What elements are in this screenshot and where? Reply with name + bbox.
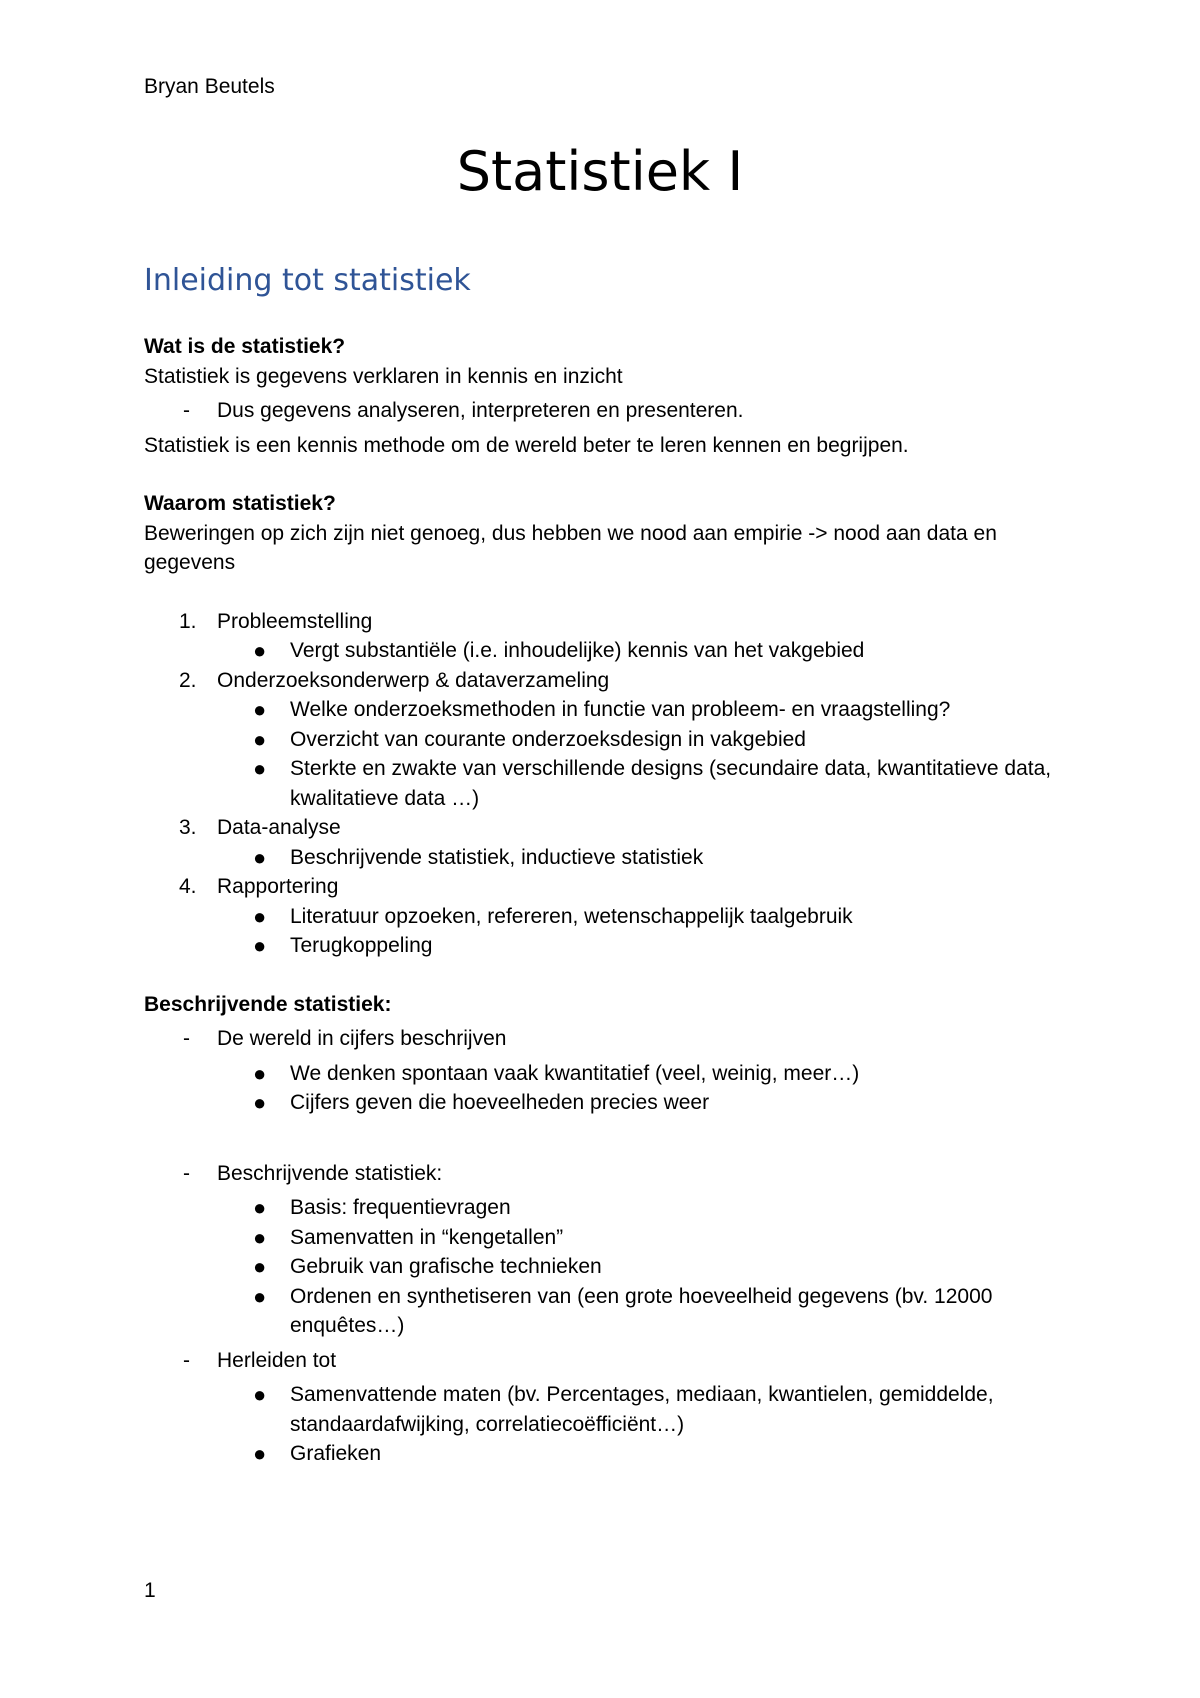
numbered-item [144,872,1064,902]
bullet-item [144,1088,1064,1118]
bullet-text: Samenvattende maten (bv. Percentages, mediaan, kwantielen, gemiddelde, standaardafwijking, correlatiecoëfficiënt…) [290,1383,994,1436]
numbered-list [144,607,1064,961]
number-marker: 2. [179,668,197,692]
numbered-item [144,666,1064,696]
dash-list-item [144,1024,1064,1054]
numbered-item-label: Data-analyse [217,816,341,839]
paragraph: Statistiek is een kennis methode om de wereld beter te leren kennen en begrijpen. [144,433,909,457]
bullet-item [144,1439,1064,1469]
bullet-item [144,843,1064,873]
dash-marker: - [183,1161,190,1185]
bullet-marker: ● [253,1195,267,1220]
bullet-marker: ● [253,844,267,870]
bullet-marker: ● [253,726,267,752]
document-body [144,332,1064,1469]
bullet-item [144,902,1064,932]
bullet-item [144,1282,1064,1341]
subheading-beschrijvend: Beschrijvende statistiek: [144,992,392,1016]
bullet-marker: ● [253,1224,267,1250]
bullet-text: We denken spontaan vaak kwantitatief (veel, weinig, meer…) [290,1061,860,1085]
dash-marker: - [183,399,190,422]
header-author: Bryan Beutels [144,75,275,98]
bullet-text: Grafieken [290,1442,382,1465]
bullet-marker: ● [253,697,267,722]
bullet-marker: ● [253,903,267,929]
bullet-text: Terugkoppeling [290,934,433,957]
numbered-item [144,607,1064,637]
bullet-text: Sterkte en zwakte van verschillende designs (secundaire data, kwantitatieve data, kwalitatieve data …) [290,757,1052,810]
bullet-text: Ordenen en synthetiseren van (een grote hoeveelheid gegevens (bv. 12000 enquêtes…) [290,1284,993,1337]
number-marker: 3. [179,816,197,839]
bullet-text: Samenvatten in “kengetallen” [290,1225,564,1249]
bullet-item [144,1380,1064,1439]
numbered-item-label: Onderzoeksonderwerp & dataverzameling [217,668,610,692]
bullet-text: Vergt substantiële (i.e. inhoudelijke) kennis van het vakgebied [290,639,865,662]
bullet-item [144,725,1064,755]
subheading-wat: Wat is de statistiek? [144,335,346,358]
bullet-item [144,1252,1064,1282]
number-marker: 1. [179,609,197,633]
bullet-text: Beschrijvende statistiek, inductieve statistiek [290,845,704,869]
dash-marker: - [183,1027,190,1050]
bullet-item [144,931,1064,961]
dash-marker: - [183,1348,190,1372]
subheading-waarom: Waarom statistiek? [144,492,336,515]
bullet-marker: ● [253,638,267,663]
bullet-marker: ● [253,1060,267,1086]
bullet-text: Gebruik van grafische technieken [290,1255,602,1278]
dash-list-item [144,1159,1064,1189]
document-title: Statistiek I [456,140,744,203]
bullet-text: Overzicht van courante onderzoeksdesign in vakgebied [290,727,806,751]
page-number: 1 [144,1579,156,1602]
bullet-item [144,695,1064,725]
bullet-item [144,1223,1064,1253]
number-marker: 4. [179,875,197,898]
numbered-item-label: Rapportering [217,875,339,898]
section-heading: Inleiding tot statistiek [144,263,471,298]
bullet-item [144,1193,1064,1223]
numbered-item [144,813,1064,843]
bullet-text: Welke onderzoeksmethoden in functie van probleem- en vraagstelling? [290,698,951,721]
list-item-text: Beschrijvende statistiek: [217,1161,443,1185]
bullet-marker: ● [253,1283,267,1309]
numbered-item-label: Probleemstelling [217,609,373,633]
paragraph: Statistiek is gegevens verklaren in kennis en inzicht [144,364,623,388]
bullet-item [144,636,1064,666]
paragraph: Beweringen op zich zijn niet genoeg, dus hebben we nood aan empirie -> nood aan data en gegevens [144,521,997,574]
bullet-text: Basis: frequentievragen [290,1196,511,1219]
dash-list-item [144,1346,1064,1376]
bullet-text: Literatuur opzoeken, refereren, wetenschappelijk taalgebruik [290,904,853,928]
list-item-text: Dus gegevens analyseren, interpreteren en presenteren. [217,399,744,422]
bullet-item [144,754,1064,813]
bullet-marker: ● [253,1090,267,1115]
bullet-item [144,1059,1064,1089]
bullet-marker: ● [253,756,267,781]
bullet-marker: ● [253,1441,267,1466]
bullet-marker: ● [253,933,267,958]
bullet-marker: ● [253,1382,267,1407]
bullet-text: Cijfers geven die hoeveelheden precies weer [290,1091,710,1114]
list-item-text: Herleiden tot [217,1348,337,1372]
list-item-text: De wereld in cijfers beschrijven [217,1027,507,1050]
dash-list-item [144,396,1064,426]
bullet-marker: ● [253,1254,267,1279]
